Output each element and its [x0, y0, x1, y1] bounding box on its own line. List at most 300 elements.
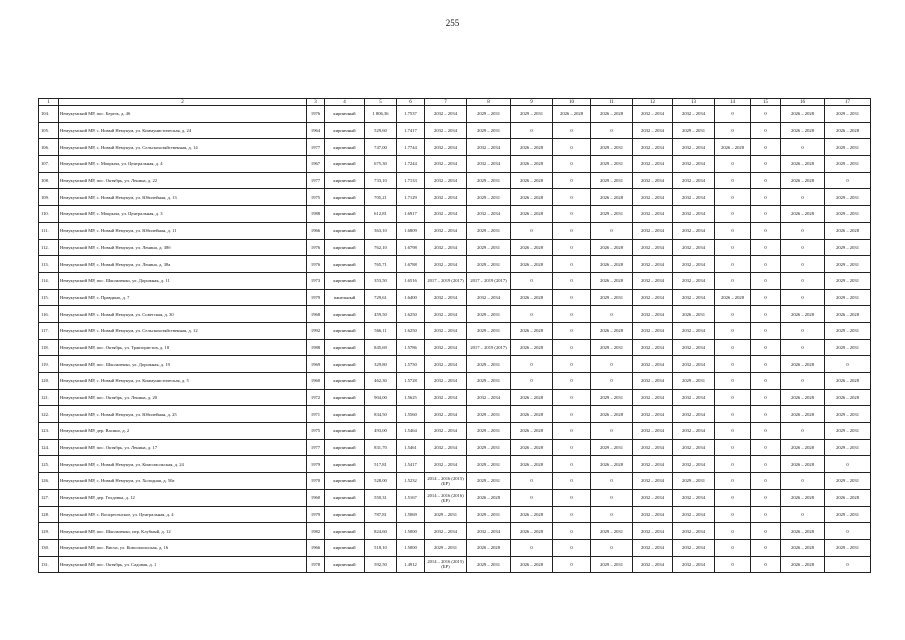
column-header-17: 17 [825, 99, 871, 106]
table-row [39, 172, 871, 189]
table-cell: 1966 [307, 222, 325, 239]
table-cell: кирпичный [325, 206, 365, 223]
table-cell: 0 [553, 473, 591, 490]
table-cell: 1.6917 [397, 206, 425, 223]
table-cell: 0 [715, 156, 751, 173]
table-cell: 1.7537 [397, 106, 425, 123]
table-row [39, 256, 871, 273]
table-row [39, 139, 871, 156]
table-cell: 0 [751, 523, 781, 540]
table-cell: 2032 – 2034 [673, 106, 715, 123]
table-cell: 2026 – 2028 [511, 556, 553, 573]
table-cell: 2029 – 2031 [825, 406, 871, 423]
address-cell: Немукумский МР, с. Новый Немукум, ул. Коммунистическая, д. 5 [59, 373, 307, 390]
table-cell: 2032 – 2034 [633, 289, 673, 306]
address-cell: Немукумский МР, с. Новый Немукум, ул. Сельскохозяйственная, д. 14 [59, 139, 307, 156]
table-cell: 0 [591, 222, 633, 239]
table-cell: 0 [781, 506, 825, 523]
table-cell: кирпичный [325, 556, 365, 573]
column-header-16: 16 [781, 99, 825, 106]
address-cell: Немукумский МР, с. Новый Немукум, ул. Ленина, д. 38б [59, 239, 307, 256]
table-row [39, 322, 871, 339]
table-cell: 1975 [307, 423, 325, 440]
table-cell: 0 [715, 456, 751, 473]
table-cell: 2026 – 2028 [591, 272, 633, 289]
table-cell: 0 [751, 473, 781, 490]
table-cell: 0 [781, 139, 825, 156]
table-cell: 2029 – 2031 [825, 322, 871, 339]
table-cell: 2032 – 2034 [673, 406, 715, 423]
table-cell: 2032 – 2034 [425, 139, 467, 156]
address-cell: Немукумский МР, пос. Октябрь, ул. Ленина, д. 22 [59, 172, 307, 189]
table-row [39, 239, 871, 256]
table-cell: 0 [591, 539, 633, 556]
table-cell: 0 [751, 222, 781, 239]
table-cell: 2032 – 2034 [425, 406, 467, 423]
address-cell: Немукумский МР, пос. Школьченко, ул. Дорожная, д. 19 [59, 356, 307, 373]
table-cell: 0 [553, 423, 591, 440]
table-cell: 2026 – 2028 [781, 389, 825, 406]
table-cell: 2032 – 2034 [673, 539, 715, 556]
table-cell: 0 [511, 272, 553, 289]
table-cell: 2029 – 2031 [467, 356, 511, 373]
table-cell: 2032 – 2034 [633, 206, 673, 223]
table-cell: 2014 – 2016 (2016) (БР) [425, 489, 467, 506]
table-cell: 2032 – 2034 [633, 172, 673, 189]
table-cell: 1.5232 [397, 473, 425, 490]
table-cell: 2032 – 2034 [633, 423, 673, 440]
table-cell: 0 [825, 172, 871, 189]
table-cell: 2029 – 2031 [591, 523, 633, 540]
table-cell: 0 [751, 423, 781, 440]
table-row [39, 456, 871, 473]
table-cell: 1.6798 [397, 239, 425, 256]
table-cell: 2026 – 2028 [511, 239, 553, 256]
row-number: 113. [39, 256, 59, 273]
address-cell: Немукумский МР, с. Мокрыча, ул. Центральная, д. 3 [59, 206, 307, 223]
table-cell: 0 [715, 106, 751, 123]
table-cell: 2026 – 2028 [467, 489, 511, 506]
table-cell: 0 [715, 356, 751, 373]
table-cell: 0 [751, 406, 781, 423]
table-cell: 1.5560 [397, 406, 425, 423]
table-cell: 2032 – 2034 [633, 356, 673, 373]
table-cell: 2029 – 2031 [467, 322, 511, 339]
table-cell: 2032 – 2034 [425, 156, 467, 173]
table-cell: 2026 – 2028 [781, 489, 825, 506]
table-cell: 0 [781, 189, 825, 206]
table-cell: 2029 – 2031 [467, 222, 511, 239]
table-cell: 0 [715, 439, 751, 456]
table-cell: 1.7417 [397, 122, 425, 139]
table-cell: 2026 – 2028 [715, 289, 751, 306]
column-header-3: 3 [307, 99, 325, 106]
table-cell: 0 [751, 306, 781, 323]
table-cell: 1975 [307, 189, 325, 206]
page-number: 255 [445, 18, 460, 28]
table-cell: кирпичный [325, 356, 365, 373]
table-cell: 2032 – 2034 [425, 256, 467, 273]
table-cell: 0 [751, 289, 781, 306]
column-header-8: 8 [467, 99, 511, 106]
table-cell: 0 [715, 256, 751, 273]
table-cell: 0 [553, 523, 591, 540]
table-cell: 0 [751, 539, 781, 556]
table-header-row [39, 99, 871, 106]
table-cell: 765,71 [365, 256, 397, 273]
table-cell: 2029 – 2031 [825, 339, 871, 356]
table-cell: 0 [715, 489, 751, 506]
table-cell: 0 [511, 222, 553, 239]
column-header-1: 1 [39, 99, 59, 106]
row-number: 104. [39, 106, 59, 123]
table-cell: 0 [553, 556, 591, 573]
table-cell: 2029 – 2031 [591, 139, 633, 156]
table-cell: 2032 – 2034 [633, 122, 673, 139]
table-cell: 0 [781, 289, 825, 306]
table-cell: 2029 – 2031 [467, 556, 511, 573]
table-cell: 2026 – 2028 [825, 222, 871, 239]
table-cell: 0 [751, 156, 781, 173]
row-number: 118. [39, 339, 59, 356]
table-cell: 2032 – 2034 [425, 172, 467, 189]
table-cell: 2026 – 2028 [591, 456, 633, 473]
table-cell: 2032 – 2034 [467, 523, 511, 540]
table-cell: 1973 [307, 272, 325, 289]
table-cell: 2029 – 2031 [591, 206, 633, 223]
table-cell: 0 [553, 156, 591, 173]
table-cell: 1.4912 [397, 556, 425, 573]
table-cell: 0 [715, 339, 751, 356]
table-cell: 2032 – 2034 [673, 206, 715, 223]
table-cell: 2026 – 2028 [511, 156, 553, 173]
table-row [39, 506, 871, 523]
row-number: 127. [39, 489, 59, 506]
table-cell: 2032 – 2034 [425, 206, 467, 223]
table-cell: 2029 – 2031 [825, 473, 871, 490]
table-cell: 0 [553, 539, 591, 556]
table-cell: 2026 – 2028 [511, 389, 553, 406]
table-cell: 0 [825, 556, 871, 573]
table-cell: 0 [781, 222, 825, 239]
row-number: 108. [39, 172, 59, 189]
row-number: 124. [39, 439, 59, 456]
table-cell: кирпичный [325, 106, 365, 123]
table-cell: 459,50 [365, 306, 397, 323]
table-cell: 2029 – 2031 [467, 439, 511, 456]
table-cell: 0 [591, 122, 633, 139]
table-cell: 1979 [307, 289, 325, 306]
table-row [39, 189, 871, 206]
table-cell: 0 [751, 239, 781, 256]
table-cell: 0 [781, 272, 825, 289]
table-cell: 2029 – 2031 [673, 473, 715, 490]
table-cell: 2032 – 2034 [673, 523, 715, 540]
table-cell: 1.5000 [397, 523, 425, 540]
table-row [39, 473, 871, 490]
table-cell: 2032 – 2034 [673, 439, 715, 456]
table-cell: 2026 – 2028 [511, 322, 553, 339]
row-number: 131. [39, 556, 59, 573]
table-cell: 2026 – 2028 [825, 389, 871, 406]
table-row [39, 122, 871, 139]
table-cell: 2032 – 2034 [633, 406, 673, 423]
table-cell: 0 [781, 322, 825, 339]
table-cell: 1988 [307, 339, 325, 356]
table-cell: панельный [325, 289, 365, 306]
table-cell: 2032 – 2034 [633, 439, 673, 456]
table-cell: 2029 – 2031 [825, 539, 871, 556]
table-cell: 2032 – 2034 [633, 272, 673, 289]
table-cell: 2032 – 2034 [425, 222, 467, 239]
table-cell: 1967 [307, 156, 325, 173]
table-cell: 493,00 [365, 423, 397, 440]
table-cell: 2029 – 2031 [825, 156, 871, 173]
table-cell: 2032 – 2034 [633, 156, 673, 173]
table-cell: 2029 – 2031 [825, 139, 871, 156]
table-cell: 2032 – 2034 [425, 106, 467, 123]
table-cell: 2032 – 2034 [425, 456, 467, 473]
table-cell: 2032 – 2034 [467, 139, 511, 156]
table-cell: 0 [715, 122, 751, 139]
table-cell: 2029 – 2031 [825, 206, 871, 223]
table-row [39, 306, 871, 323]
row-number: 111. [39, 222, 59, 239]
table-cell: 2029 – 2031 [467, 106, 511, 123]
address-cell: Немукумский МР, с. Воскресенское, ул. Центральная, д. 4 [59, 506, 307, 523]
column-header-2: 2 [59, 99, 307, 106]
row-number: 123. [39, 423, 59, 440]
table-cell: 2026 – 2028 [825, 373, 871, 390]
table-cell: 0 [591, 356, 633, 373]
row-number: 105. [39, 122, 59, 139]
table-cell: 2017 – 2019 (2017) [425, 272, 467, 289]
table-cell: 0 [553, 439, 591, 456]
table-cell: кирпичный [325, 222, 365, 239]
table-cell: 0 [591, 489, 633, 506]
table-cell: 2026 – 2028 [511, 406, 553, 423]
table-cell: 2032 – 2034 [673, 239, 715, 256]
table-cell: 1968 [307, 306, 325, 323]
row-number: 129. [39, 523, 59, 540]
column-header-10: 10 [553, 99, 591, 106]
table-cell: 2026 – 2028 [511, 456, 553, 473]
table-cell: 2032 – 2034 [633, 473, 673, 490]
table-cell: 0 [751, 189, 781, 206]
table-cell: 1.5417 [397, 456, 425, 473]
address-cell: Немукумский МР, с. Новый Немукум, ул. Холодная, д. 50а [59, 473, 307, 490]
table-cell: 0 [781, 256, 825, 273]
table-cell: 0 [715, 272, 751, 289]
table-cell: 2026 – 2028 [781, 206, 825, 223]
table-row [39, 439, 871, 456]
table-cell: 2026 – 2028 [781, 406, 825, 423]
table-cell: 0 [553, 373, 591, 390]
table-cell: 2032 – 2034 [425, 322, 467, 339]
table-row [39, 272, 871, 289]
table-cell: 2032 – 2034 [673, 156, 715, 173]
table-cell: 0 [781, 423, 825, 440]
table-cell: 2032 – 2034 [425, 306, 467, 323]
row-number: 115. [39, 289, 59, 306]
table-row [39, 389, 871, 406]
address-cell: Немукумский МР, пос. Школьченко, пер. Клубный, д. 12 [59, 523, 307, 540]
table-cell: 1966 [307, 539, 325, 556]
table-cell: кирпичный [325, 373, 365, 390]
table-cell: 0 [751, 339, 781, 356]
table-cell: 0 [511, 306, 553, 323]
table-cell: 592,50 [365, 556, 397, 573]
table-cell: 2032 – 2034 [425, 239, 467, 256]
table-cell: 2032 – 2034 [425, 289, 467, 306]
table-cell: 2032 – 2034 [633, 222, 673, 239]
table-cell: 1.5728 [397, 373, 425, 390]
table-cell: 2026 – 2028 [781, 106, 825, 123]
table-cell: 2014 – 2016 (2015) (БР) [425, 473, 467, 490]
table-cell: 2029 – 2031 [425, 539, 467, 556]
table-cell: 1977 [307, 172, 325, 189]
table-cell: 2029 – 2031 [467, 473, 511, 490]
table-cell: 2017 – 2019 (2017) [467, 272, 511, 289]
table-cell: 2026 – 2028 [591, 239, 633, 256]
table-cell: 2029 – 2031 [591, 289, 633, 306]
table-cell: 2032 – 2034 [425, 189, 467, 206]
address-cell: Немукумский МР, с. Новый Немукум, ул. Ленина, д. 38а [59, 256, 307, 273]
table-cell: 2029 – 2031 [591, 339, 633, 356]
table-cell: 0 [781, 473, 825, 490]
table-cell: 2032 – 2034 [673, 256, 715, 273]
table-cell: 2032 – 2034 [425, 439, 467, 456]
table-cell: 2026 – 2028 [511, 439, 553, 456]
table-cell: 2032 – 2034 [633, 523, 673, 540]
table-cell: 2029 – 2031 [591, 156, 633, 173]
table-cell: 0 [591, 473, 633, 490]
table-cell: 0 [553, 306, 591, 323]
table-cell: 2032 – 2034 [633, 489, 673, 506]
table-cell: 2032 – 2034 [673, 456, 715, 473]
table-cell: 1.7129 [397, 189, 425, 206]
table-cell: 0 [553, 289, 591, 306]
address-cell: Немукумский МР, пос. Школьченко, ул. Дорожная, д. 11 [59, 272, 307, 289]
table-cell: 0 [751, 356, 781, 373]
table-row [39, 222, 871, 239]
table-cell: кирпичный [325, 406, 365, 423]
address-cell: Немукумский МР, пос. Октябрь, ул. Ленина, д. 17 [59, 439, 307, 456]
column-header-14: 14 [715, 99, 751, 106]
table-cell: кирпичный [325, 139, 365, 156]
table-cell: 2026 – 2028 [467, 539, 511, 556]
table-cell: 2026 – 2028 [781, 156, 825, 173]
table-cell: 0 [751, 256, 781, 273]
table-cell: 0 [715, 322, 751, 339]
table-cell: 0 [511, 373, 553, 390]
table-cell: 1.7244 [397, 156, 425, 173]
table-cell: 0 [715, 189, 751, 206]
table-cell: 0 [751, 373, 781, 390]
table-cell: 2029 – 2031 [467, 373, 511, 390]
table-cell: 0 [781, 339, 825, 356]
table-row [39, 356, 871, 373]
table-cell: 2026 – 2028 [511, 339, 553, 356]
table-row [39, 489, 871, 506]
row-number: 120. [39, 373, 59, 390]
table-row [39, 539, 871, 556]
column-header-15: 15 [751, 99, 781, 106]
table-cell: 0 [825, 523, 871, 540]
table-cell: 1.7133 [397, 172, 425, 189]
table-cell: кирпичный [325, 506, 365, 523]
table-cell: 1976 [307, 256, 325, 273]
table-cell: 2032 – 2034 [673, 322, 715, 339]
table-row [39, 106, 871, 123]
table-cell: 0 [751, 506, 781, 523]
table-cell: 2026 – 2028 [511, 506, 553, 523]
table-cell: 2026 – 2028 [781, 439, 825, 456]
address-cell: Немукумский МР, дер. Васино, д. 2 [59, 423, 307, 440]
table-cell: 2032 – 2034 [467, 206, 511, 223]
table-cell: 1976 [307, 239, 325, 256]
capital-repair-schedule-table [38, 98, 870, 573]
table-cell: 2032 – 2034 [425, 339, 467, 356]
row-number: 109. [39, 189, 59, 206]
table-cell: 2029 – 2031 [591, 389, 633, 406]
column-header-13: 13 [673, 99, 715, 106]
table-cell: 1.6809 [397, 222, 425, 239]
row-number: 106. [39, 139, 59, 156]
table-cell: 0 [553, 272, 591, 289]
table-cell: 0 [511, 473, 553, 490]
table-cell: 0 [715, 373, 751, 390]
table-cell: 2029 – 2031 [467, 506, 511, 523]
table-cell: 1978 [307, 556, 325, 573]
table-cell: 2026 – 2028 [591, 106, 633, 123]
row-number: 107. [39, 156, 59, 173]
table-cell: 2032 – 2034 [673, 139, 715, 156]
table-cell: 1.5625 [397, 389, 425, 406]
table-cell: 0 [553, 122, 591, 139]
table-cell: 2026 – 2028 [781, 456, 825, 473]
row-number: 121. [39, 389, 59, 406]
table-cell: 2029 – 2031 [825, 239, 871, 256]
table-cell: 2029 – 2031 [825, 189, 871, 206]
table-cell: 2014 – 2016 (2015) (БР) [425, 556, 467, 573]
table-cell: 0 [715, 239, 751, 256]
address-cell: Немукумский МР, с. Новый Немукум, ул. Коммунистическая, д. 24 [59, 122, 307, 139]
table-cell: 729,61 [365, 289, 397, 306]
table-cell: кирпичный [325, 489, 365, 506]
table-cell: 824,60 [365, 523, 397, 540]
table-cell: 0 [715, 556, 751, 573]
column-header-5: 5 [365, 99, 397, 106]
table-cell: 2026 – 2028 [511, 423, 553, 440]
table-cell: кирпичный [325, 523, 365, 540]
table-cell: 2026 – 2028 [781, 523, 825, 540]
table-cell: 2032 – 2034 [673, 556, 715, 573]
table-cell: 2032 – 2034 [633, 189, 673, 206]
table-cell: 1.6788 [397, 256, 425, 273]
table-cell: 2026 – 2028 [553, 106, 591, 123]
table-cell: 2026 – 2028 [781, 539, 825, 556]
table-cell: 2032 – 2034 [633, 506, 673, 523]
table-cell: 2029 – 2031 [591, 556, 633, 573]
table-cell: 1 806,36 [365, 106, 397, 123]
table-cell: 329,80 [365, 356, 397, 373]
table-cell: 2032 – 2034 [633, 106, 673, 123]
table-cell: 2026 – 2028 [781, 306, 825, 323]
address-cell: Немукумский МР, с. Новый Немукум, ул. Советская, д. 30 [59, 306, 307, 323]
table-cell: кирпичный [325, 172, 365, 189]
table-cell: 845,69 [365, 339, 397, 356]
